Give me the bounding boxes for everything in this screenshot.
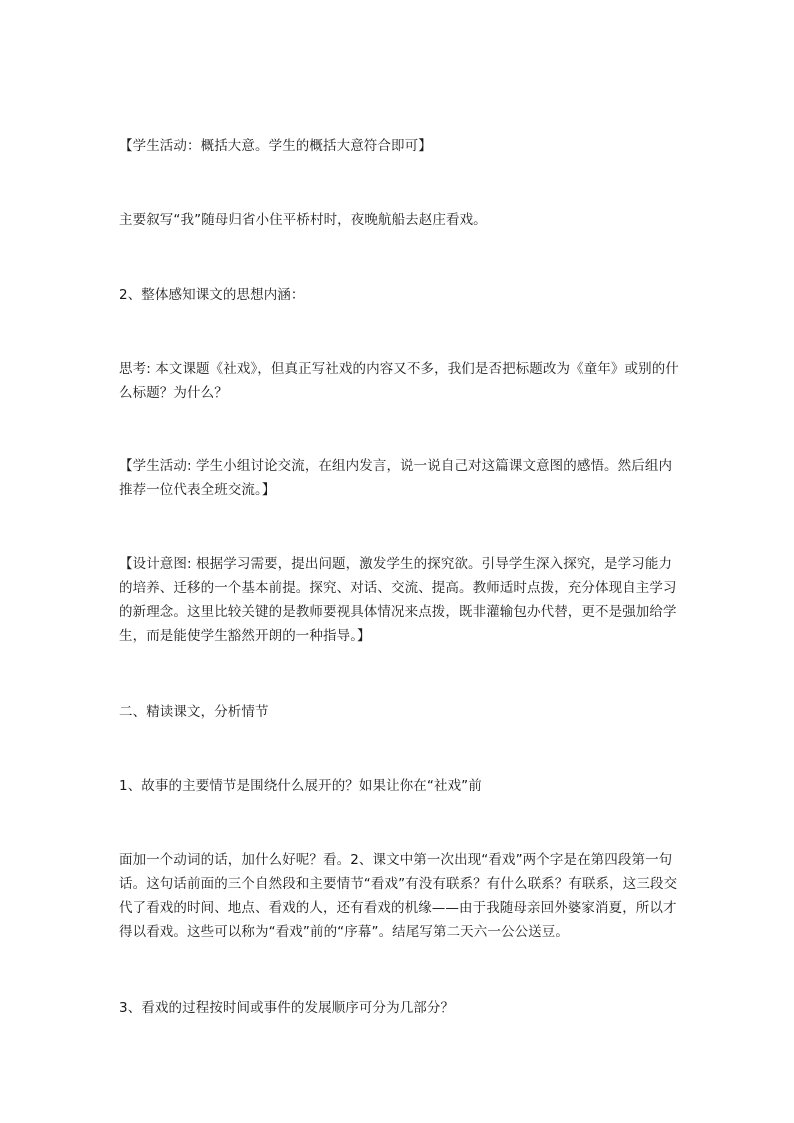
paragraph-question-plot: 1、故事的主要情节是围绕什么展开的？如果让你在“社戏”前 (119, 778, 482, 794)
paragraph-design-intent: 【设计意图: 根据学习需要，提出问题，激发学生的探究欲。引导学生深入探究，是学习能力的培养、迁移的一个基本前提。探究、对话、交流、提高。教师适时点拨，充分体现自主学习的新理念。这里比较关键的是教师要视具体情况来点拨，既非灌输包办代替，更不是强加给学生，而是能使学生豁然开朗的一种指导。】 (119, 556, 677, 644)
paragraph-student-activity-summary: 【学生活动：概括大意。学生的概括大意符合即可】 (119, 138, 432, 154)
paragraph-main-content: 主要叙写“我”随母归省小住平桥村时，夜晚航船去赵庄看戏。 (119, 212, 487, 228)
paragraph-question-parts: 3、看戏的过程按时间或事件的发展顺序可分为几部分？ (119, 1000, 455, 1016)
paragraph-answer-verb: 面加一个动词的话，加什么好呢？看。2、课文中第一次出现“看戏”两个字是在第四段第一句话。这句话前面的三个自然段和主要情节“看戏”有没有联系？有什么联系？有联系，这三段交代了看戏的时间、地点、看戏的人，还有看戏的机缘——由于我随母亲回外婆家消夏，所以才得以看戏。这些可以称为“看戏”前的“序幕”。结尾写第二天六一公公送豆。 (119, 852, 678, 940)
paragraph-student-activity-discussion: 【学生活动: 学生小组讨论交流，在组内发言，说一说自己对这篇课文意图的感悟。然后组内推荐一位代表全班交流。】 (119, 458, 673, 498)
paragraph-heading-close-reading: 二、精读课文，分析情节 (119, 704, 269, 720)
paragraph-heading-overall-perception: 2、整体感知课文的思想内涵： (119, 287, 305, 303)
paragraph-thinking-question: 思考: 本文课题《社戏》，但真正写社戏的内容又不多，我们是否把标题改为《童年》或别的什么标题？为什么？ (119, 361, 679, 401)
